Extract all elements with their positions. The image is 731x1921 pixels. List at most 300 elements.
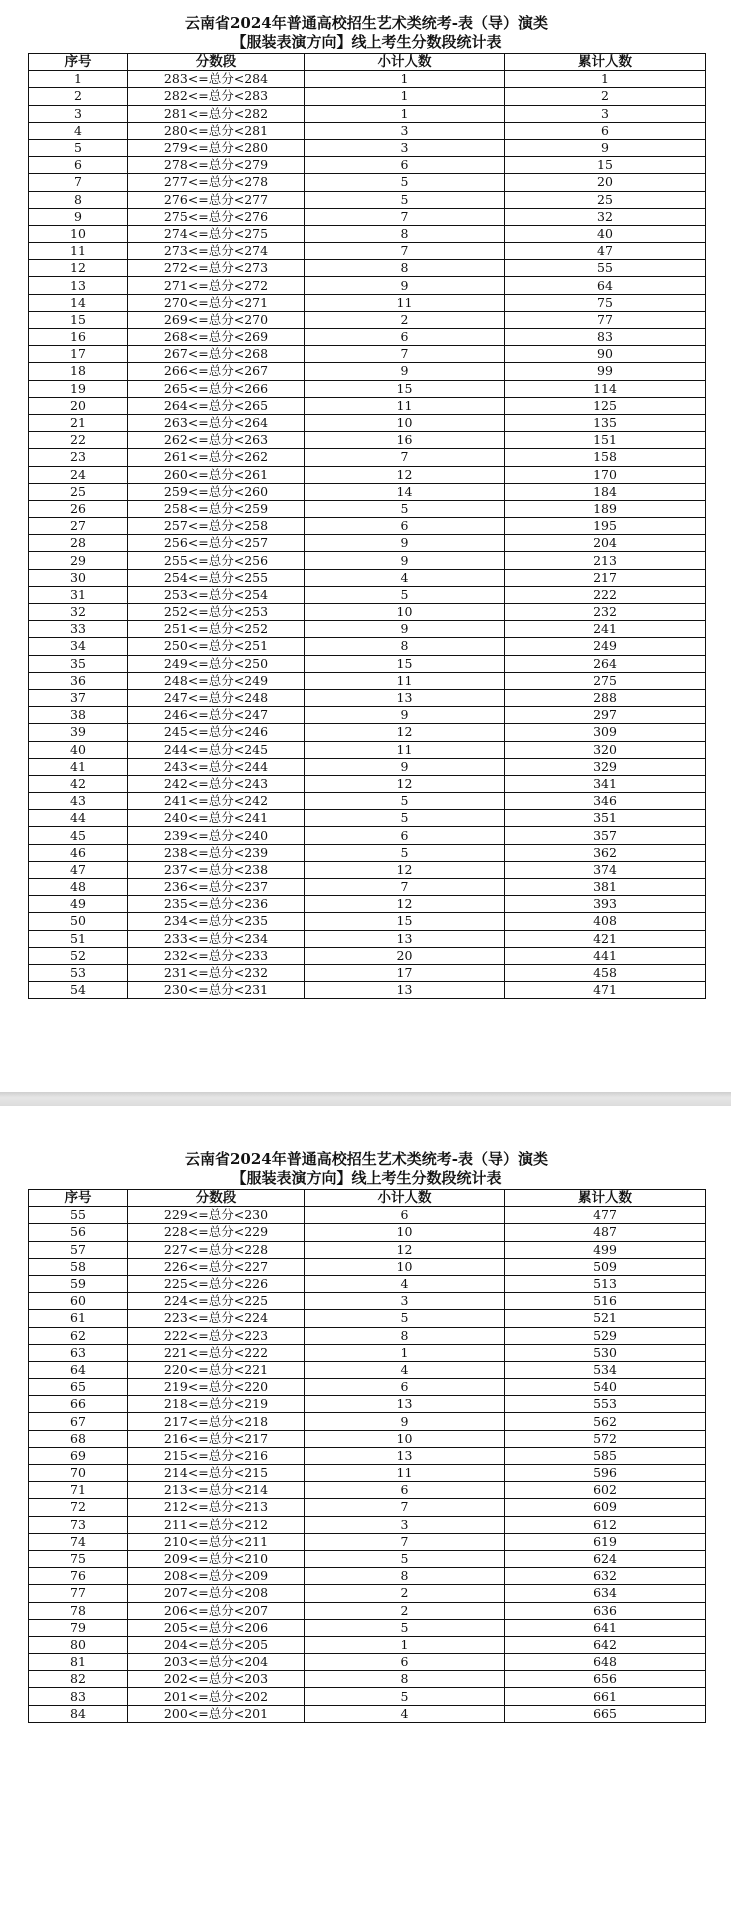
- table-row: [29, 243, 706, 260]
- cell-subtotal: 2: [305, 311, 505, 328]
- table-row: [29, 294, 706, 311]
- cell-index: 65: [29, 1379, 128, 1396]
- table-row: [29, 329, 706, 346]
- cell-subtotal: 6: [305, 518, 505, 535]
- cell-subtotal: 1: [305, 71, 505, 88]
- cell-subtotal: 3: [305, 1516, 505, 1533]
- cell-cumulative: 99: [505, 363, 706, 380]
- cell-subtotal: 10: [305, 414, 505, 431]
- cell-index: 31: [29, 586, 128, 603]
- cell-index: 36: [29, 672, 128, 689]
- cell-subtotal: 5: [305, 586, 505, 603]
- cell-subtotal: 9: [305, 707, 505, 724]
- cell-subtotal: 8: [305, 225, 505, 242]
- cell-subtotal: 10: [305, 1430, 505, 1447]
- table-row: [29, 139, 706, 156]
- cell-subtotal: 1: [305, 88, 505, 105]
- cell-score-range: 267<=总分<268: [128, 346, 305, 363]
- table-row: [29, 982, 706, 999]
- cell-cumulative: 641: [505, 1619, 706, 1636]
- cell-cumulative: 656: [505, 1671, 706, 1688]
- cell-score-range: 227<=总分<228: [128, 1241, 305, 1258]
- cell-score-range: 218<=总分<219: [128, 1396, 305, 1413]
- cell-subtotal: 7: [305, 879, 505, 896]
- cell-score-range: 238<=总分<239: [128, 844, 305, 861]
- cell-index: 61: [29, 1310, 128, 1327]
- cell-score-range: 272<=总分<273: [128, 260, 305, 277]
- table-row: [29, 1568, 706, 1585]
- cell-index: 51: [29, 930, 128, 947]
- cell-score-range: 202<=总分<203: [128, 1671, 305, 1688]
- cell-cumulative: 275: [505, 672, 706, 689]
- cell-subtotal: 11: [305, 1465, 505, 1482]
- header-index: 序号: [29, 54, 128, 71]
- cell-score-range: 230<=总分<231: [128, 982, 305, 999]
- cell-cumulative: 661: [505, 1688, 706, 1705]
- cell-cumulative: 534: [505, 1361, 706, 1378]
- cell-index: 6: [29, 157, 128, 174]
- cell-index: 78: [29, 1602, 128, 1619]
- cell-cumulative: 32: [505, 208, 706, 225]
- cell-index: 22: [29, 432, 128, 449]
- cell-cumulative: 297: [505, 707, 706, 724]
- table-row: [29, 1258, 706, 1275]
- table-row: [29, 964, 706, 981]
- table-row: [29, 1447, 706, 1464]
- cell-score-range: 211<=总分<212: [128, 1516, 305, 1533]
- table-row: [29, 449, 706, 466]
- cell-index: 41: [29, 758, 128, 775]
- cell-cumulative: 341: [505, 775, 706, 792]
- cell-subtotal: 11: [305, 741, 505, 758]
- cell-cumulative: 25: [505, 191, 706, 208]
- cell-cumulative: 471: [505, 982, 706, 999]
- cell-index: 83: [29, 1688, 128, 1705]
- cell-subtotal: 9: [305, 552, 505, 569]
- cell-subtotal: 13: [305, 930, 505, 947]
- cell-cumulative: 596: [505, 1465, 706, 1482]
- table-row: [29, 1327, 706, 1344]
- cell-score-range: 273<=总分<274: [128, 243, 305, 260]
- cell-index: 59: [29, 1275, 128, 1292]
- cell-score-range: 210<=总分<211: [128, 1533, 305, 1550]
- table-row: [29, 260, 706, 277]
- table-row: [29, 1224, 706, 1241]
- cell-index: 1: [29, 71, 128, 88]
- cell-subtotal: 5: [305, 174, 505, 191]
- cell-cumulative: 624: [505, 1550, 706, 1567]
- table-row: [29, 586, 706, 603]
- cell-subtotal: 5: [305, 793, 505, 810]
- cell-cumulative: 665: [505, 1705, 706, 1722]
- cell-cumulative: 309: [505, 724, 706, 741]
- cell-subtotal: 6: [305, 827, 505, 844]
- table-row: [29, 861, 706, 878]
- cell-subtotal: 10: [305, 1224, 505, 1241]
- cell-subtotal: 1: [305, 1636, 505, 1653]
- cell-index: 57: [29, 1241, 128, 1258]
- cell-index: 40: [29, 741, 128, 758]
- header-cumulative: 累计人数: [505, 1190, 706, 1207]
- cell-index: 46: [29, 844, 128, 861]
- cell-score-range: 270<=总分<271: [128, 294, 305, 311]
- cell-index: 75: [29, 1550, 128, 1567]
- cell-cumulative: 458: [505, 964, 706, 981]
- cell-cumulative: 151: [505, 432, 706, 449]
- cell-score-range: 207<=总分<208: [128, 1585, 305, 1602]
- cell-subtotal: 4: [305, 569, 505, 586]
- cell-cumulative: 477: [505, 1207, 706, 1224]
- cell-score-range: 214<=总分<215: [128, 1465, 305, 1482]
- cell-index: 34: [29, 638, 128, 655]
- cell-cumulative: 509: [505, 1258, 706, 1275]
- cell-cumulative: 487: [505, 1224, 706, 1241]
- cell-cumulative: 374: [505, 861, 706, 878]
- table-row: [29, 483, 706, 500]
- cell-score-range: 221<=总分<222: [128, 1344, 305, 1361]
- cell-score-range: 204<=总分<205: [128, 1636, 305, 1653]
- cell-score-range: 281<=总分<282: [128, 105, 305, 122]
- cell-cumulative: 529: [505, 1327, 706, 1344]
- cell-index: 60: [29, 1293, 128, 1310]
- cell-index: 17: [29, 346, 128, 363]
- table-body: [29, 71, 706, 999]
- cell-score-range: 254<=总分<255: [128, 569, 305, 586]
- cell-subtotal: 7: [305, 208, 505, 225]
- table-row: [29, 896, 706, 913]
- cell-subtotal: 12: [305, 861, 505, 878]
- cell-score-range: 279<=总分<280: [128, 139, 305, 156]
- cell-index: 27: [29, 518, 128, 535]
- cell-index: 33: [29, 621, 128, 638]
- cell-index: 28: [29, 535, 128, 552]
- cell-index: 24: [29, 466, 128, 483]
- cell-subtotal: 15: [305, 913, 505, 930]
- cell-subtotal: 2: [305, 1602, 505, 1619]
- cell-index: 7: [29, 174, 128, 191]
- header-index: 序号: [29, 1190, 128, 1207]
- cell-index: 32: [29, 604, 128, 621]
- cell-index: 80: [29, 1636, 128, 1653]
- table-row: [29, 1430, 706, 1447]
- cell-index: 19: [29, 380, 128, 397]
- table-row: [29, 758, 706, 775]
- cell-cumulative: 609: [505, 1499, 706, 1516]
- cell-index: 8: [29, 191, 128, 208]
- table-row: [29, 1207, 706, 1224]
- cell-index: 9: [29, 208, 128, 225]
- cell-subtotal: 7: [305, 1499, 505, 1516]
- cell-score-range: 217<=总分<218: [128, 1413, 305, 1430]
- cell-score-range: 252<=总分<253: [128, 604, 305, 621]
- cell-score-range: 251<=总分<252: [128, 621, 305, 638]
- cell-index: 25: [29, 483, 128, 500]
- cell-cumulative: 329: [505, 758, 706, 775]
- cell-subtotal: 5: [305, 500, 505, 517]
- cell-subtotal: 13: [305, 1396, 505, 1413]
- cell-score-range: 274<=总分<275: [128, 225, 305, 242]
- table-row: [29, 930, 706, 947]
- cell-subtotal: 3: [305, 1293, 505, 1310]
- cell-cumulative: 264: [505, 655, 706, 672]
- cell-index: 66: [29, 1396, 128, 1413]
- table-row: [29, 1585, 706, 1602]
- cell-index: 73: [29, 1516, 128, 1533]
- table-row: [29, 793, 706, 810]
- cell-subtotal: 8: [305, 638, 505, 655]
- cell-cumulative: 125: [505, 397, 706, 414]
- cell-score-range: 261<=总分<262: [128, 449, 305, 466]
- cell-cumulative: 135: [505, 414, 706, 431]
- header-cumulative: 累计人数: [505, 54, 706, 71]
- cell-cumulative: 184: [505, 483, 706, 500]
- cell-cumulative: 195: [505, 518, 706, 535]
- cell-cumulative: 521: [505, 1310, 706, 1327]
- cell-index: 53: [29, 964, 128, 981]
- cell-subtotal: 6: [305, 1654, 505, 1671]
- cell-score-range: 266<=总分<267: [128, 363, 305, 380]
- cell-subtotal: 11: [305, 672, 505, 689]
- table-row: [29, 1499, 706, 1516]
- cell-cumulative: 213: [505, 552, 706, 569]
- cell-subtotal: 9: [305, 1413, 505, 1430]
- cell-score-range: 232<=总分<233: [128, 947, 305, 964]
- table-row: [29, 432, 706, 449]
- cell-index: 42: [29, 775, 128, 792]
- cell-subtotal: 4: [305, 1361, 505, 1378]
- cell-cumulative: 642: [505, 1636, 706, 1653]
- cell-index: 76: [29, 1568, 128, 1585]
- cell-subtotal: 13: [305, 1447, 505, 1464]
- cell-score-range: 276<=总分<277: [128, 191, 305, 208]
- cell-score-range: 229<=总分<230: [128, 1207, 305, 1224]
- cell-score-range: 278<=总分<279: [128, 157, 305, 174]
- cell-score-range: 247<=总分<248: [128, 689, 305, 706]
- cell-subtotal: 7: [305, 449, 505, 466]
- table-row: [29, 552, 706, 569]
- cell-cumulative: 232: [505, 604, 706, 621]
- cell-cumulative: 1: [505, 71, 706, 88]
- cell-cumulative: 636: [505, 1602, 706, 1619]
- cell-subtotal: 5: [305, 844, 505, 861]
- cell-subtotal: 20: [305, 947, 505, 964]
- cell-cumulative: 3: [505, 105, 706, 122]
- table-row: [29, 380, 706, 397]
- cell-index: 30: [29, 569, 128, 586]
- cell-cumulative: 288: [505, 689, 706, 706]
- cell-cumulative: 20: [505, 174, 706, 191]
- cell-index: 69: [29, 1447, 128, 1464]
- table-row: [29, 191, 706, 208]
- page-title: 云南省2024年普通高校招生艺术类统考-表（导）演类: [185, 1150, 548, 1168]
- cell-score-range: 219<=总分<220: [128, 1379, 305, 1396]
- cell-cumulative: 2: [505, 88, 706, 105]
- cell-cumulative: 634: [505, 1585, 706, 1602]
- cell-index: 12: [29, 260, 128, 277]
- cell-index: 62: [29, 1327, 128, 1344]
- cell-cumulative: 351: [505, 810, 706, 827]
- cell-subtotal: 13: [305, 982, 505, 999]
- cell-index: 18: [29, 363, 128, 380]
- header-score-range: 分数段: [128, 1190, 305, 1207]
- cell-score-range: 239<=总分<240: [128, 827, 305, 844]
- cell-score-range: 216<=总分<217: [128, 1430, 305, 1447]
- cell-subtotal: 5: [305, 1310, 505, 1327]
- cell-cumulative: 77: [505, 311, 706, 328]
- cell-subtotal: 2: [305, 1585, 505, 1602]
- table-row: [29, 947, 706, 964]
- cell-score-range: 240<=总分<241: [128, 810, 305, 827]
- cell-cumulative: 530: [505, 1344, 706, 1361]
- cell-score-range: 263<=总分<264: [128, 414, 305, 431]
- cell-subtotal: 4: [305, 1275, 505, 1292]
- cell-score-range: 280<=总分<281: [128, 122, 305, 139]
- table-row: [29, 225, 706, 242]
- cell-subtotal: 15: [305, 655, 505, 672]
- table-row: [29, 913, 706, 930]
- page-subtitle: 【服装表演方向】线上考生分数段统计表: [231, 1169, 502, 1187]
- cell-subtotal: 14: [305, 483, 505, 500]
- table-row: [29, 518, 706, 535]
- cell-cumulative: 241: [505, 621, 706, 638]
- cell-cumulative: 158: [505, 449, 706, 466]
- cell-score-range: 236<=总分<237: [128, 879, 305, 896]
- cell-index: 29: [29, 552, 128, 569]
- cell-cumulative: 55: [505, 260, 706, 277]
- table-row: [29, 1654, 706, 1671]
- cell-cumulative: 516: [505, 1293, 706, 1310]
- cell-index: 67: [29, 1413, 128, 1430]
- cell-subtotal: 12: [305, 896, 505, 913]
- cell-score-range: 255<=总分<256: [128, 552, 305, 569]
- table-row: [29, 500, 706, 517]
- cell-score-range: 241<=总分<242: [128, 793, 305, 810]
- table-row: [29, 414, 706, 431]
- cell-cumulative: 189: [505, 500, 706, 517]
- cell-index: 35: [29, 655, 128, 672]
- cell-score-range: 245<=总分<246: [128, 724, 305, 741]
- cell-subtotal: 17: [305, 964, 505, 981]
- table-row: [29, 1293, 706, 1310]
- cell-subtotal: 6: [305, 1379, 505, 1396]
- cell-score-range: 225<=总分<226: [128, 1275, 305, 1292]
- cell-score-range: 213<=总分<214: [128, 1482, 305, 1499]
- cell-index: 4: [29, 122, 128, 139]
- cell-cumulative: 217: [505, 569, 706, 586]
- table-row: [29, 879, 706, 896]
- cell-subtotal: 7: [305, 346, 505, 363]
- cell-cumulative: 90: [505, 346, 706, 363]
- cell-subtotal: 15: [305, 380, 505, 397]
- cell-index: 74: [29, 1533, 128, 1550]
- table-row: [29, 1636, 706, 1653]
- cell-cumulative: 362: [505, 844, 706, 861]
- cell-cumulative: 357: [505, 827, 706, 844]
- cell-index: 3: [29, 105, 128, 122]
- cell-score-range: 277<=总分<278: [128, 174, 305, 191]
- cell-cumulative: 648: [505, 1654, 706, 1671]
- cell-score-range: 259<=总分<260: [128, 483, 305, 500]
- table-row: [29, 655, 706, 672]
- cell-score-range: 212<=总分<213: [128, 1499, 305, 1516]
- cell-score-range: 283<=总分<284: [128, 71, 305, 88]
- cell-subtotal: 6: [305, 157, 505, 174]
- cell-subtotal: 9: [305, 535, 505, 552]
- cell-index: 58: [29, 1258, 128, 1275]
- cell-index: 70: [29, 1465, 128, 1482]
- table-row: [29, 1516, 706, 1533]
- cell-cumulative: 381: [505, 879, 706, 896]
- cell-index: 71: [29, 1482, 128, 1499]
- cell-subtotal: 5: [305, 1619, 505, 1636]
- table-row: [29, 1310, 706, 1327]
- cell-index: 26: [29, 500, 128, 517]
- table-row: [29, 621, 706, 638]
- cell-subtotal: 12: [305, 1241, 505, 1258]
- cell-score-range: 248<=总分<249: [128, 672, 305, 689]
- cell-index: 79: [29, 1619, 128, 1636]
- cell-score-range: 242<=总分<243: [128, 775, 305, 792]
- table-row: [29, 1275, 706, 1292]
- cell-score-range: 250<=总分<251: [128, 638, 305, 655]
- cell-subtotal: 3: [305, 139, 505, 156]
- score-distribution-table: [28, 53, 706, 999]
- cell-index: 38: [29, 707, 128, 724]
- cell-index: 39: [29, 724, 128, 741]
- table-row: [29, 638, 706, 655]
- header-score-range: 分数段: [128, 54, 305, 71]
- cell-score-range: 201<=总分<202: [128, 1688, 305, 1705]
- cell-subtotal: 11: [305, 397, 505, 414]
- cell-subtotal: 16: [305, 432, 505, 449]
- cell-subtotal: 6: [305, 329, 505, 346]
- cell-cumulative: 83: [505, 329, 706, 346]
- cell-index: 15: [29, 311, 128, 328]
- cell-subtotal: 5: [305, 1688, 505, 1705]
- table-body: [29, 1207, 706, 1723]
- table-row: [29, 1533, 706, 1550]
- cell-score-range: 244<=总分<245: [128, 741, 305, 758]
- cell-cumulative: 602: [505, 1482, 706, 1499]
- cell-index: 23: [29, 449, 128, 466]
- table-row: [29, 672, 706, 689]
- cell-score-range: 268<=总分<269: [128, 329, 305, 346]
- cell-score-range: 282<=总分<283: [128, 88, 305, 105]
- cell-cumulative: 408: [505, 913, 706, 930]
- cell-index: 10: [29, 225, 128, 242]
- cell-score-range: 224<=总分<225: [128, 1293, 305, 1310]
- cell-score-range: 243<=总分<244: [128, 758, 305, 775]
- table-row: [29, 1482, 706, 1499]
- cell-subtotal: 8: [305, 1671, 505, 1688]
- cell-subtotal: 7: [305, 243, 505, 260]
- table-row: [29, 810, 706, 827]
- table-row: [29, 346, 706, 363]
- score-distribution-table: [28, 1189, 706, 1723]
- cell-cumulative: 572: [505, 1430, 706, 1447]
- cell-subtotal: 10: [305, 604, 505, 621]
- cell-subtotal: 5: [305, 1550, 505, 1567]
- cell-index: 68: [29, 1430, 128, 1447]
- table-row: [29, 88, 706, 105]
- cell-score-range: 264<=总分<265: [128, 397, 305, 414]
- cell-score-range: 265<=总分<266: [128, 380, 305, 397]
- cell-subtotal: 5: [305, 191, 505, 208]
- table-row: [29, 827, 706, 844]
- cell-subtotal: 6: [305, 1482, 505, 1499]
- cell-score-range: 256<=总分<257: [128, 535, 305, 552]
- cell-cumulative: 40: [505, 225, 706, 242]
